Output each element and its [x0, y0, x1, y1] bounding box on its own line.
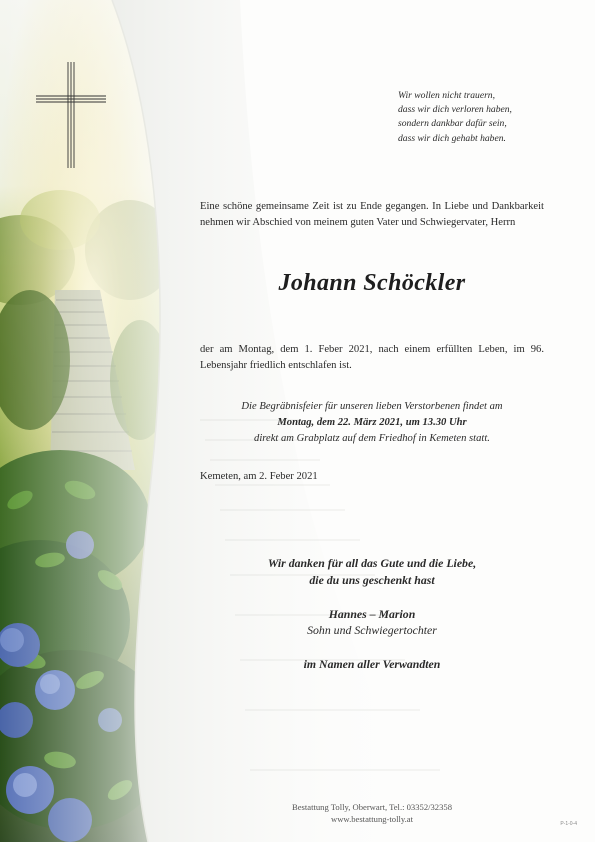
poem-line: sondern dankbar dafür sein,: [398, 118, 507, 130]
poem-line: dass wir dich gehabt haben.: [398, 132, 506, 144]
service-date: Montag, dem 22. März 2021, um 13.30 Uhr: [277, 417, 467, 428]
funeral-home-footer: [200, 801, 544, 825]
service-line: Die Begräbnisfeier für unseren lieben Verstorbenen findet am: [241, 401, 503, 412]
poem-line: Wir wollen nicht trauern,: [398, 90, 496, 101]
poem: [398, 89, 578, 146]
funeral-service-info: [200, 399, 544, 447]
intro-text: Eine schöne gemeinsame Zeit ist zu Ende gegangen. In Liebe und Dankbarkeit nehmen wir Abschied von meinem guten Vater und Schwiegervater, Herrn: [200, 201, 544, 228]
deceased-name: Johann Schöckler: [278, 270, 466, 296]
thanks-line: Wir danken für all das Gute und die Liebe,: [267, 556, 477, 570]
relatives-line: im Namen aller Verwandten: [303, 657, 441, 671]
place-date: Kemeten, am 2. Feber 2021: [200, 471, 318, 482]
thanks-line: die du uns geschenkt hast: [309, 573, 435, 587]
poem-line: dass wir dich verloren haben,: [398, 104, 512, 116]
print-code: P-1-0-4: [560, 821, 577, 827]
death-notice: der am Montag, dem 1. Feber 2021, nach einem erfüllten Leben, im 96. Lebensjahr friedlich entschlafen ist.: [200, 344, 544, 371]
footer-contact: Bestattung Tolly, Oberwart, Tel.: 03352/32358: [292, 802, 452, 812]
family-names: Hannes – Marion: [328, 607, 416, 621]
family-signature: [200, 606, 544, 638]
service-line: direkt am Grabplatz auf dem Friedhof in Kemeten statt.: [254, 433, 490, 444]
thanks-text: [200, 555, 544, 589]
footer-website: www.bestattung-tolly.at: [331, 814, 413, 824]
family-relation: Sohn und Schwiegertochter: [307, 623, 437, 637]
